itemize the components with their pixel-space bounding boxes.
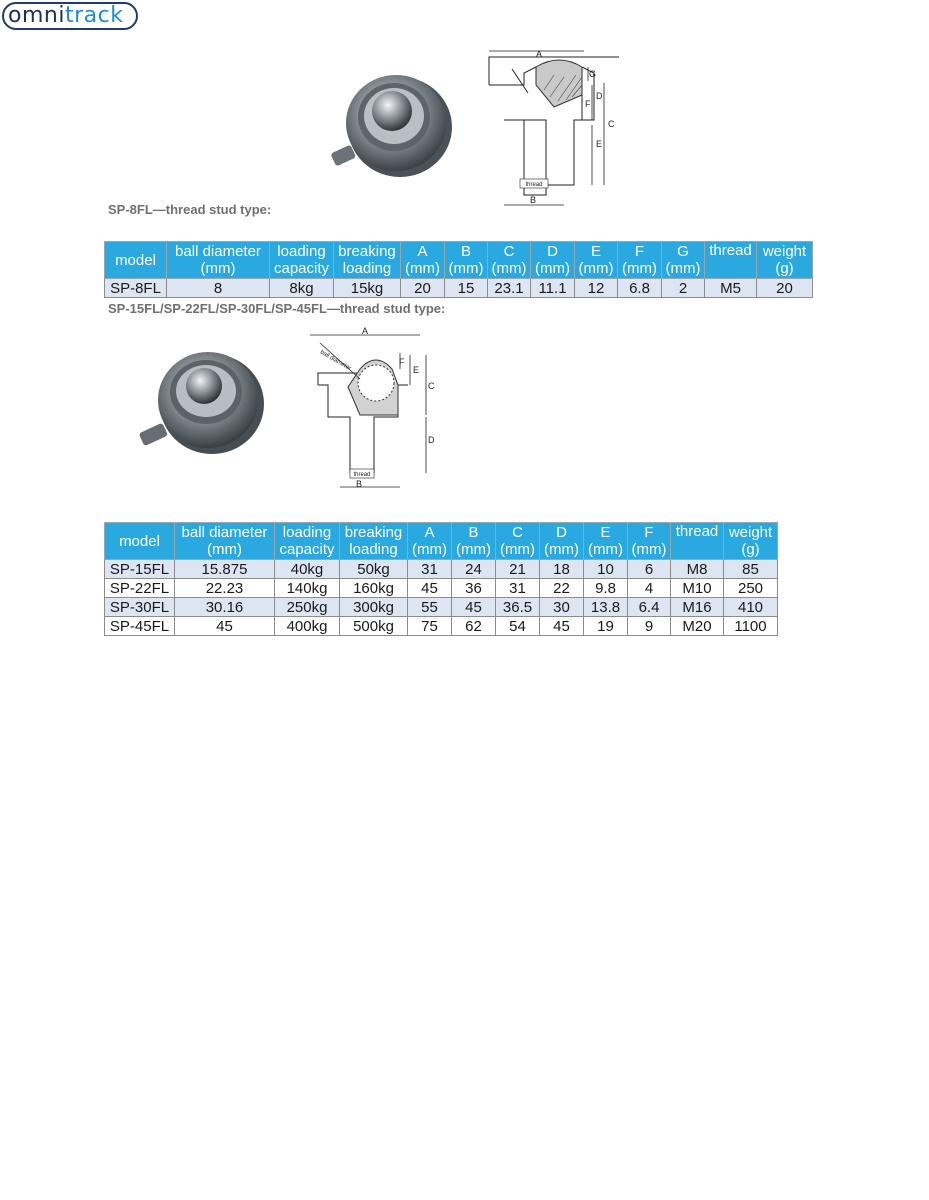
table-cell: 410 [724,598,778,617]
sp-fl-series-caption: SP-15FL/SP-22FL/SP-30FL/SP-45FL—thread stud type: [108,301,446,316]
table-row [105,560,778,579]
sp-fl-label-e: E [413,365,420,375]
table-cell: 11.1 [531,279,575,298]
table-cell: 4 [628,579,671,598]
sp8fl-label-a: A [536,49,543,59]
spec-header-row [105,523,778,560]
sp-fl-label-thread: thread [353,472,371,478]
column-header-unit: capacity [273,260,330,277]
sp8fl-dimension-diagram [484,45,634,213]
column-header-label: breaking [338,243,396,260]
column-header-label: loading [282,524,332,541]
table-cell: 250 [724,579,778,598]
column-header-unit: (g) [775,260,794,277]
column-header-unit: (mm) [207,541,242,558]
column-header [401,242,445,279]
sp8fl-label-c: C [608,119,615,129]
column-header [671,523,724,560]
column-header-label: F [634,243,645,260]
column-header-unit: (mm) [456,541,491,558]
column-header-unit: (mm) [200,260,236,277]
column-header-unit: loading [342,260,392,277]
column-header-label: E [590,243,601,260]
column-header-unit: (mm) [588,541,623,558]
sp-fl-label-a: A [362,326,369,336]
table-cell: 12 [575,279,618,298]
table-cell: 10 [584,560,628,579]
logo-text-suffix: track [64,3,124,28]
table-cell: M10 [671,579,724,598]
sp-fl-label-d: D [428,435,435,445]
table-cell: 30 [540,598,584,617]
model-cell: SP-15FL [105,560,175,579]
table-row [105,598,778,617]
table-cell: 31 [496,579,540,598]
column-header [167,242,270,279]
table-cell: M5 [705,279,757,298]
sp-fl-series-dimension-diagram [300,325,440,495]
column-header-unit: (mm) [544,541,579,558]
column-header [105,523,175,560]
table-cell: 45 [540,617,584,636]
spec-header-row [105,242,813,279]
table-cell: M20 [671,617,724,636]
column-header-label: B [460,243,471,260]
column-header [724,523,778,560]
column-header-unit: (mm) [412,541,447,558]
column-header [584,523,628,560]
sp8fl-label-e: E [596,139,603,149]
table-cell: 18 [540,560,584,579]
column-header [757,242,813,279]
table-cell: 15.875 [175,560,275,579]
table-cell: 160kg [340,579,408,598]
column-header-label: breaking [344,524,403,541]
column-header [270,242,334,279]
sp8fl-label-thread: thread [525,182,543,188]
column-header-label: D [547,243,558,260]
column-header-label: weight [728,524,773,541]
table-cell: 250kg [275,598,340,617]
table-cell: 24 [452,560,496,579]
table-cell: 85 [724,560,778,579]
table-cell: 6.8 [618,279,662,298]
sp-fl-label-c: C [428,381,435,391]
column-header-label: ball diameter [181,524,268,541]
column-header-label: model [115,251,156,269]
table-cell: 36.5 [496,598,540,617]
table-cell: 8kg [270,279,334,298]
column-header-unit: (mm) [448,260,484,277]
column-header-label: loading [277,243,326,260]
column-header-unit: loading [349,541,398,558]
table-cell: 140kg [275,579,340,598]
column-header [334,242,401,279]
column-header-unit: (mm) [405,260,440,277]
table-cell: 13.8 [584,598,628,617]
column-header [575,242,618,279]
table-cell: 9 [628,617,671,636]
table-cell: 36 [452,579,496,598]
sp8fl-spec-table [104,241,813,298]
table-cell: 21 [496,560,540,579]
table-cell: 22.23 [175,579,275,598]
column-header-unit: (mm) [631,541,667,558]
table-cell: 1100 [724,617,778,636]
table-cell: 19 [584,617,628,636]
model-cell: SP-30FL [105,598,175,617]
sp-fl-label-b: B [356,479,363,489]
column-header [275,523,340,560]
column-header-label: model [119,532,160,550]
table-cell: 54 [496,617,540,636]
sp-fl-label-ball-diameter: ball diameter [319,349,352,372]
column-header [452,523,496,560]
sp8fl-product-photo [330,65,452,180]
table-row [105,617,778,636]
table-cell: 45 [175,617,275,636]
logo-text-prefix: omni [8,3,65,28]
table-cell: 40kg [275,560,340,579]
table-cell: 45 [408,579,452,598]
table-cell: 45 [452,598,496,617]
table-cell: 6 [628,560,671,579]
column-header [628,523,671,560]
column-header-unit: capacity [279,541,335,558]
column-header-label: thread [709,242,752,259]
column-header-unit: (mm) [500,541,535,558]
column-header [662,242,705,279]
table-cell: 15kg [334,279,401,298]
model-cell: SP-8FL [105,279,167,298]
table-cell: 55 [408,598,452,617]
column-header-unit: (g) [741,541,760,558]
sp8fl-label-d: D [596,91,603,101]
column-header-label: ball diameter [175,243,261,260]
column-header-label: B [468,524,479,541]
model-cell: SP-22FL [105,579,175,598]
column-header [445,242,488,279]
sp-fl-label-f: F [399,357,405,367]
column-header [705,242,757,279]
column-header-label: F [644,524,654,541]
column-header [531,242,575,279]
column-header [408,523,452,560]
table-cell: 20 [757,279,813,298]
logo-text [8,3,123,28]
sp-fl-series-spec-table [104,522,778,636]
column-header-label: C [503,243,515,260]
table-cell: 6.4 [628,598,671,617]
table-cell: 9.8 [584,579,628,598]
column-header [340,523,408,560]
column-header [540,523,584,560]
column-header-unit: (mm) [578,260,614,277]
column-header [618,242,662,279]
sp8fl-caption: SP-8FL—thread stud type: [108,202,272,217]
table-cell: 50kg [340,560,408,579]
omnitrack-logo [2,2,142,34]
column-header-label: C [512,524,523,541]
table-cell: 400kg [275,617,340,636]
table-cell: 20 [401,279,445,298]
table-cell: 30.16 [175,598,275,617]
column-header-unit: (mm) [665,260,701,277]
column-header-unit: (mm) [622,260,657,277]
table-cell: 15 [445,279,488,298]
table-cell: 31 [408,560,452,579]
column-header-label: G [677,243,689,260]
sp8fl-label-f: F [585,99,591,109]
column-header [496,523,540,560]
column-header [175,523,275,560]
table-cell: M16 [671,598,724,617]
column-header-label: weight [762,243,807,260]
table-cell: 8 [167,279,270,298]
table-cell: 62 [452,617,496,636]
table-row [105,579,778,598]
column-header-label: E [600,524,611,541]
sp-fl-series-product-photo [138,348,264,456]
table-cell: 22 [540,579,584,598]
table-cell: 2 [662,279,705,298]
sp8fl-label-b: B [530,195,537,205]
table-cell: 75 [408,617,452,636]
model-cell: SP-45FL [105,617,175,636]
sp8fl-label-g: G [589,69,597,79]
table-cell: 500kg [340,617,408,636]
table-cell: M8 [671,560,724,579]
column-header [105,242,167,279]
table-cell: 23.1 [488,279,531,298]
column-header-label: D [556,524,567,541]
column-header [488,242,531,279]
table-cell: 300kg [340,598,408,617]
column-header-unit: (mm) [491,260,527,277]
column-header-unit: (mm) [535,260,570,277]
column-header-label: A [417,243,428,260]
column-header-label: A [424,524,435,541]
column-header-label: thread [675,523,719,540]
table-row [105,279,813,298]
